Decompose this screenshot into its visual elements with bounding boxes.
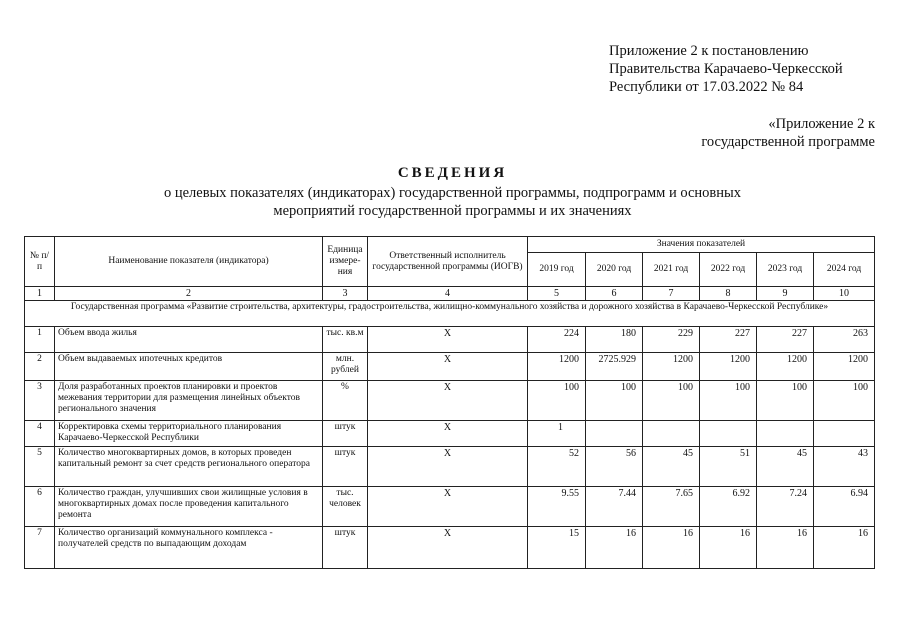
- row-value: [643, 421, 700, 447]
- row-value: 100: [814, 381, 875, 421]
- table-row: [25, 327, 875, 353]
- row-num: 1: [25, 327, 55, 353]
- row-num: 4: [25, 421, 55, 447]
- row-value: 100: [643, 381, 700, 421]
- row-value: 1200: [528, 353, 586, 381]
- document-title: СВЕДЕНИЯ: [397, 165, 508, 181]
- row-executor: X: [368, 327, 528, 353]
- column-number: 3: [323, 287, 368, 301]
- row-name: Доля разработанных проектов планировки и проектов межевания территории для размещения линейных объектов регионального значения: [55, 381, 323, 421]
- header-executor: Ответственный исполнитель государственной программы (ИОГВ): [368, 237, 528, 287]
- column-number: 8: [700, 287, 757, 301]
- row-unit: тыс. кв.м: [323, 327, 368, 353]
- header-year: 2023 год: [757, 253, 814, 287]
- row-value: 6.94: [814, 487, 875, 527]
- row-name: Объем ввода жилья: [55, 327, 323, 353]
- row-value: 229: [643, 327, 700, 353]
- row-unit: штук: [323, 527, 368, 569]
- row-value: 7.44: [586, 487, 643, 527]
- row-value: 100: [757, 381, 814, 421]
- header-name: Наименование показателя (индикатора): [55, 237, 323, 287]
- program-appendix-note: [701, 115, 875, 151]
- row-name: Корректировка схемы территориального планирования Карачаево-Черкесской Республики: [55, 421, 323, 447]
- row-num: 6: [25, 487, 55, 527]
- header-year: 2021 год: [643, 253, 700, 287]
- row-value: 100: [700, 381, 757, 421]
- row-value: 51: [700, 447, 757, 487]
- row-value: 180: [586, 327, 643, 353]
- row-value: 16: [586, 527, 643, 569]
- row-value: [700, 421, 757, 447]
- appendix-line: Республики от 17.03.2022 № 84: [609, 79, 804, 95]
- row-value: 263: [814, 327, 875, 353]
- row-executor: X: [368, 487, 528, 527]
- appendix-line: Правительства Карачаево-Черкесской: [609, 61, 843, 77]
- header-year: 2022 год: [700, 253, 757, 287]
- row-value: 1200: [643, 353, 700, 381]
- row-num: 7: [25, 527, 55, 569]
- row-value: 7.65: [643, 487, 700, 527]
- column-number: 1: [25, 287, 55, 301]
- table-row: [25, 353, 875, 381]
- row-num: 2: [25, 353, 55, 381]
- column-number: 5: [528, 287, 586, 301]
- row-value: 1: [528, 421, 586, 447]
- appendix-note: [609, 42, 899, 96]
- row-value: 1200: [814, 353, 875, 381]
- header-row: [25, 237, 875, 253]
- indicators-table: [24, 236, 875, 569]
- row-value: 16: [757, 527, 814, 569]
- row-name: Количество многоквартирных домов, в которых проведен капитальный ремонт за счет средств регионального оператора: [55, 447, 323, 487]
- row-executor: X: [368, 421, 528, 447]
- row-value: 1200: [700, 353, 757, 381]
- column-number: 10: [814, 287, 875, 301]
- header-unit: Единица измере-ния: [323, 237, 368, 287]
- row-unit: штук: [323, 447, 368, 487]
- column-number: 7: [643, 287, 700, 301]
- row-value: [757, 421, 814, 447]
- header-values-group: Значения показателей: [528, 237, 875, 253]
- row-name: Количество граждан, улучшивших свои жилищные условия в многоквартирных домах после проведения капитального ремонта: [55, 487, 323, 527]
- program-title: Государственная программа «Развитие строительства, архитектуры, градостроительства, жилищно-коммунального хозяйства и дорожного хозяйства в Карачаево-Черкесской Республике»: [25, 301, 875, 327]
- row-value: 6.92: [700, 487, 757, 527]
- row-num: 3: [25, 381, 55, 421]
- row-value: 52: [528, 447, 586, 487]
- row-value: 100: [586, 381, 643, 421]
- appendix-line: Приложение 2 к постановлению: [609, 43, 809, 59]
- row-value: 45: [757, 447, 814, 487]
- header-year: 2019 год: [528, 253, 586, 287]
- appendix-line: «Приложение 2 к: [768, 116, 875, 132]
- appendix-line: государственной программе: [701, 134, 875, 150]
- header-year: 2024 год: [814, 253, 875, 287]
- table-row: [25, 487, 875, 527]
- row-value: 224: [528, 327, 586, 353]
- row-value: 16: [643, 527, 700, 569]
- row-executor: X: [368, 527, 528, 569]
- column-number: 9: [757, 287, 814, 301]
- row-executor: X: [368, 447, 528, 487]
- row-executor: X: [368, 353, 528, 381]
- header-num: № п/п: [25, 237, 55, 287]
- row-executor: X: [368, 381, 528, 421]
- column-numbers-row: [25, 287, 875, 301]
- row-unit: млн. рублей: [323, 353, 368, 381]
- row-value: 1200: [757, 353, 814, 381]
- row-name: Объем выдаваемых ипотечных кредитов: [55, 353, 323, 381]
- row-value: [814, 421, 875, 447]
- row-value: 9.55: [528, 487, 586, 527]
- table-row: [25, 421, 875, 447]
- column-number: 2: [55, 287, 323, 301]
- program-row: [25, 301, 875, 327]
- row-value: 16: [700, 527, 757, 569]
- row-value: 100: [528, 381, 586, 421]
- row-unit: штук: [323, 421, 368, 447]
- row-value: 45: [643, 447, 700, 487]
- document-subtitle: [140, 184, 765, 220]
- subtitle-line: мероприятий государственной программы и их значениях: [273, 203, 632, 219]
- row-value: 56: [586, 447, 643, 487]
- row-unit: %: [323, 381, 368, 421]
- row-name: Количество организаций коммунального комплекса - получателей средств по выпадающим доходам: [55, 527, 323, 569]
- column-number: 6: [586, 287, 643, 301]
- row-value: 2725.929: [586, 353, 643, 381]
- row-value: [586, 421, 643, 447]
- header-year: 2020 год: [586, 253, 643, 287]
- row-unit: тыс. человек: [323, 487, 368, 527]
- row-value: 43: [814, 447, 875, 487]
- row-value: 227: [757, 327, 814, 353]
- row-value: 227: [700, 327, 757, 353]
- row-value: 15: [528, 527, 586, 569]
- column-number: 4: [368, 287, 528, 301]
- subtitle-line: о целевых показателях (индикаторах) государственной программы, подпрограмм и основных: [163, 185, 742, 201]
- row-value: 16: [814, 527, 875, 569]
- table-row: [25, 527, 875, 569]
- row-value: 7.24: [757, 487, 814, 527]
- table-row: [25, 381, 875, 421]
- table-row: [25, 447, 875, 487]
- row-num: 5: [25, 447, 55, 487]
